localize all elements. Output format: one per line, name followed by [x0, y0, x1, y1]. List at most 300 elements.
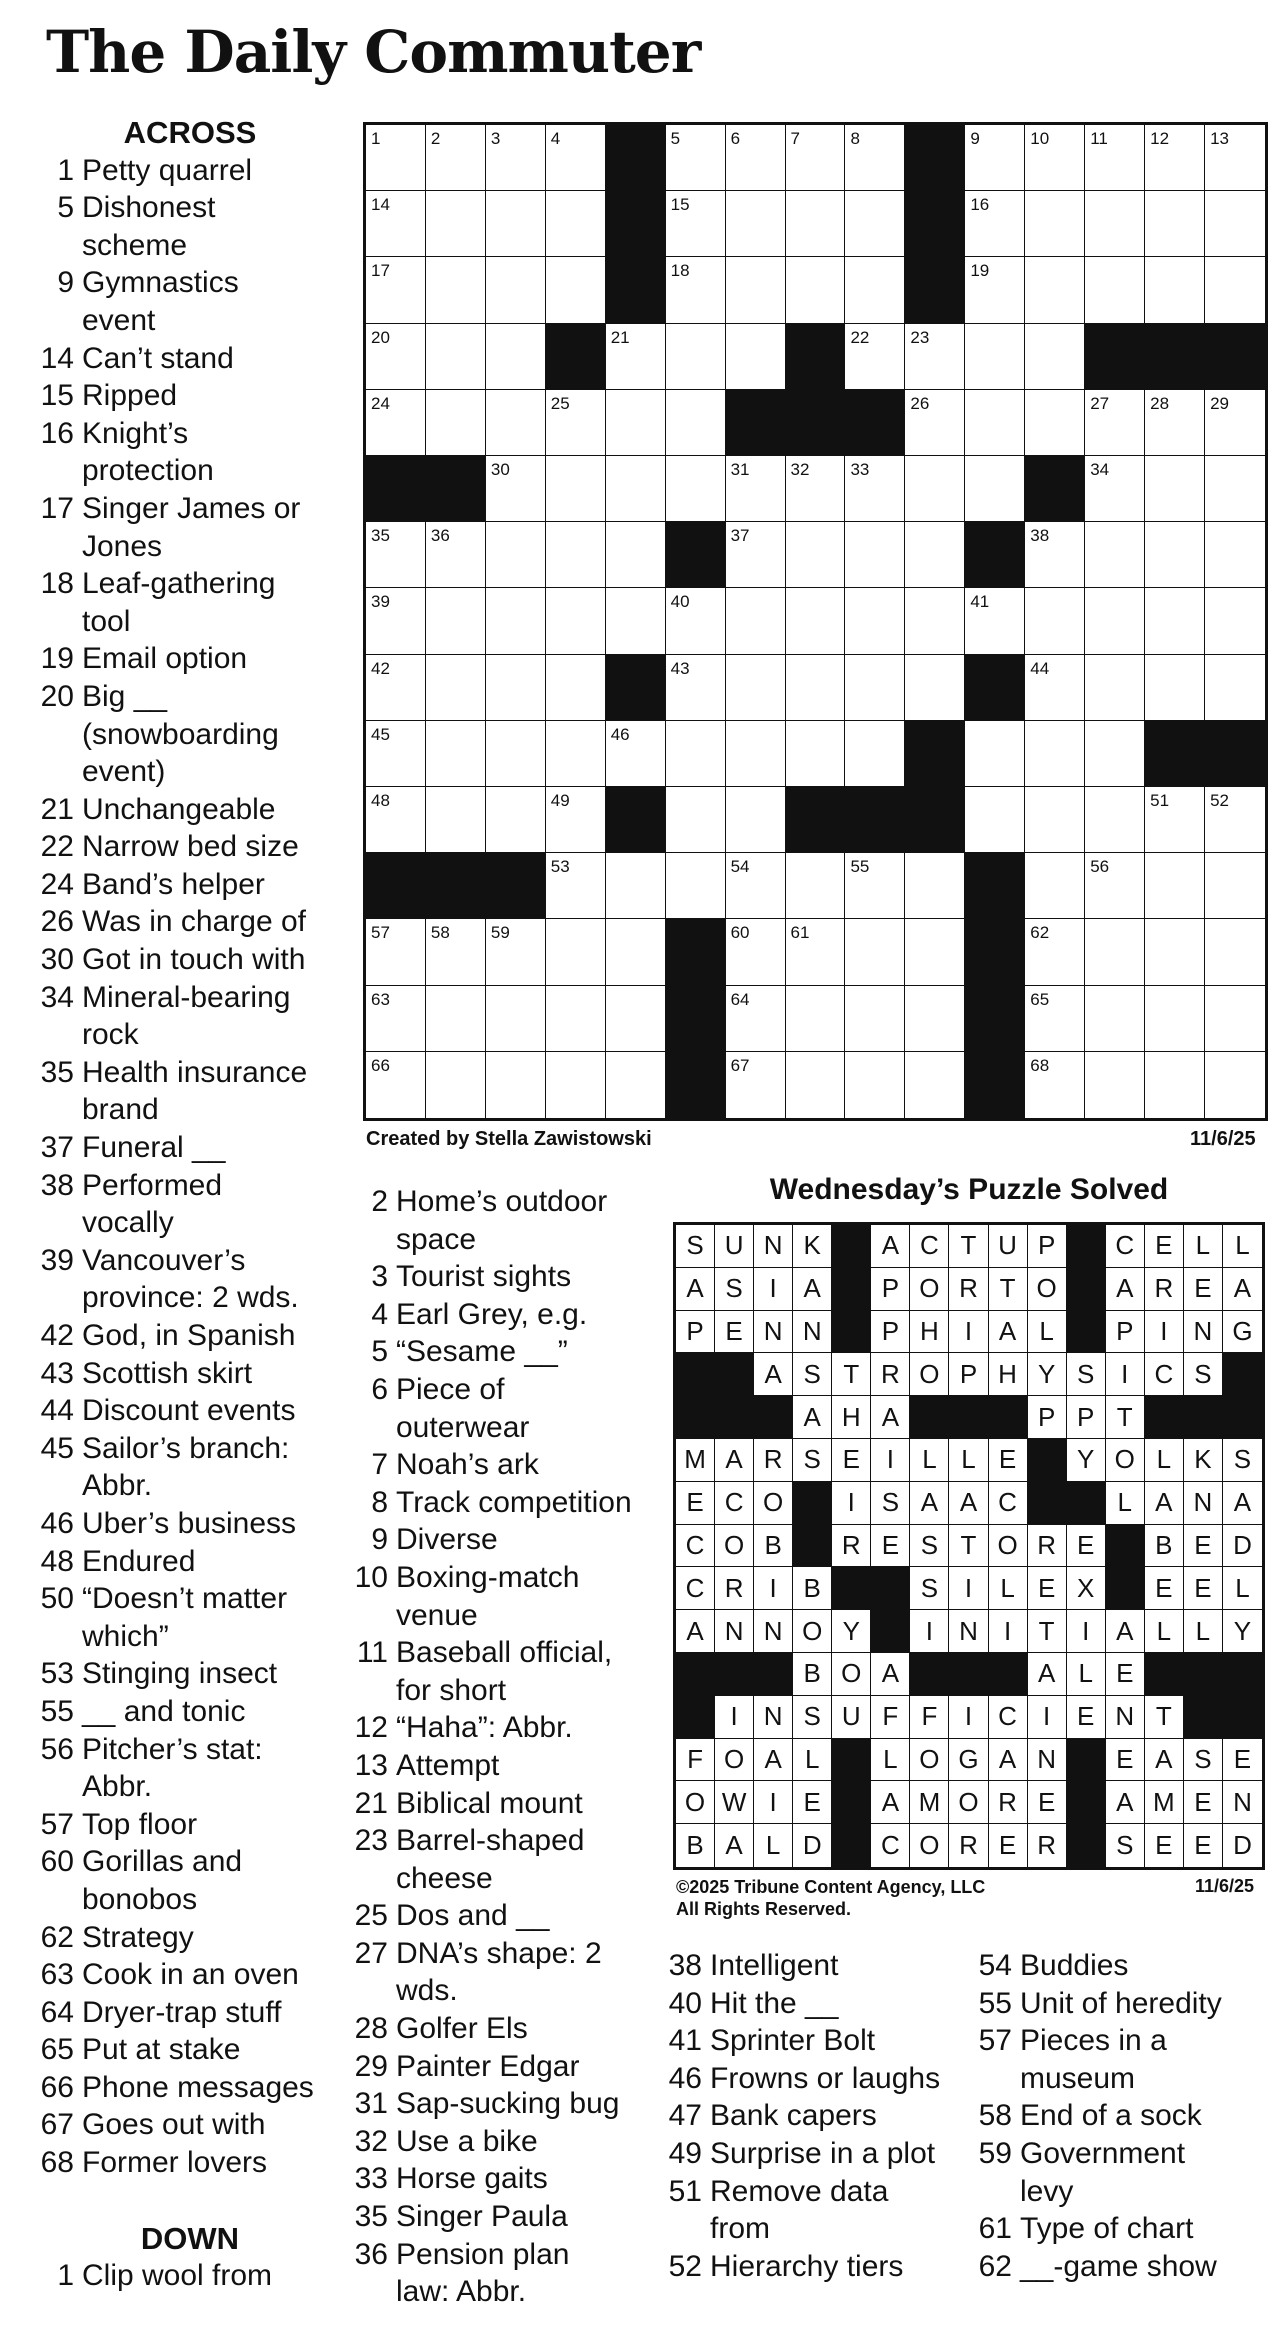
- grid-cell[interactable]: [486, 390, 546, 456]
- grid-cell[interactable]: [786, 588, 846, 654]
- solution-letter: E: [1106, 1653, 1145, 1696]
- grid-cell[interactable]: [546, 522, 606, 588]
- grid-cell[interactable]: [726, 1052, 786, 1118]
- solution-letter: R: [949, 1824, 988, 1867]
- grid-cell[interactable]: [606, 324, 666, 390]
- grid-cell[interactable]: [1085, 919, 1145, 985]
- grid-cell[interactable]: [905, 456, 965, 522]
- cell-number: 21: [610, 327, 630, 347]
- grid-cell[interactable]: [786, 986, 846, 1052]
- grid-cell[interactable]: [1085, 655, 1145, 721]
- grid-cell[interactable]: [1205, 257, 1265, 323]
- grid-cell[interactable]: [1085, 257, 1145, 323]
- clue-number: 57: [40, 1807, 74, 1841]
- grid-cell[interactable]: [426, 588, 486, 654]
- clue-number: 28: [354, 2012, 388, 2046]
- clue-line: [354, 1747, 654, 1785]
- clue-number: 57: [978, 2024, 1012, 2058]
- grid-cell[interactable]: [845, 1052, 905, 1118]
- grid-cell[interactable]: [486, 787, 546, 853]
- grid-cell[interactable]: [366, 787, 426, 853]
- solution-letter: R: [1028, 1824, 1067, 1867]
- clue-line: [668, 1947, 968, 1985]
- grid-cell[interactable]: [606, 522, 666, 588]
- solution-letter: B: [754, 1525, 793, 1568]
- grid-cell[interactable]: [1205, 191, 1265, 257]
- solution-letter: E: [1145, 1567, 1184, 1610]
- grid-cell[interactable]: [726, 456, 786, 522]
- grid-cell[interactable]: [726, 721, 786, 787]
- clue-line: [40, 1655, 340, 1693]
- solution-letter: Y: [1028, 1353, 1067, 1396]
- grid-cell[interactable]: [426, 191, 486, 257]
- clue-text: Endured: [82, 1544, 196, 1578]
- grid-cell[interactable]: [845, 125, 905, 191]
- clue-text: Type of chart: [1020, 2212, 1194, 2246]
- clue-number: 23: [354, 1824, 388, 1858]
- grid-cell[interactable]: [486, 986, 546, 1052]
- clue-line: [40, 1731, 340, 1769]
- grid-cell[interactable]: [1205, 853, 1265, 919]
- solution-letter: O: [715, 1525, 754, 1568]
- clue-line: [978, 2097, 1268, 2135]
- clue-text: Stinging insect: [82, 1657, 278, 1691]
- grid-cell[interactable]: [726, 986, 786, 1052]
- solution-letter: I: [832, 1482, 871, 1525]
- cell-number: 60: [730, 923, 750, 943]
- grid-cell[interactable]: [1025, 919, 1085, 985]
- clue-line: [40, 866, 340, 904]
- clue-line: [40, 377, 340, 415]
- grid-cell[interactable]: [905, 522, 965, 588]
- solution-block: [1106, 1525, 1145, 1568]
- grid-cell[interactable]: [1025, 257, 1085, 323]
- grid-cell[interactable]: [1145, 257, 1205, 323]
- grid-cell[interactable]: [666, 257, 726, 323]
- grid-cell[interactable]: [1025, 390, 1085, 456]
- grid-cell[interactable]: [546, 125, 606, 191]
- grid-cell[interactable]: [546, 588, 606, 654]
- grid-cell[interactable]: [486, 324, 546, 390]
- grid-cell[interactable]: [666, 655, 726, 721]
- grid-cell[interactable]: [786, 853, 846, 919]
- solution-letter: L: [1028, 1311, 1067, 1354]
- clue-number: 55: [40, 1694, 74, 1728]
- grid-cell[interactable]: [905, 919, 965, 985]
- cell-number: 43: [670, 658, 690, 678]
- solution-letter: E: [1223, 1739, 1262, 1782]
- grid-cell[interactable]: [726, 588, 786, 654]
- grid-cell[interactable]: [486, 522, 546, 588]
- grid-cell[interactable]: [366, 257, 426, 323]
- grid-cell[interactable]: [726, 522, 786, 588]
- cell-number: 37: [730, 526, 750, 546]
- grid-cell[interactable]: [1025, 1052, 1085, 1118]
- grid-block: [486, 853, 546, 919]
- solution-letter: S: [910, 1567, 949, 1610]
- grid-cell[interactable]: [1205, 390, 1265, 456]
- grid-cell[interactable]: [426, 1052, 486, 1118]
- grid-cell[interactable]: [786, 655, 846, 721]
- grid-cell[interactable]: [1205, 787, 1265, 853]
- grid-cell[interactable]: [845, 257, 905, 323]
- grid-cell[interactable]: [726, 919, 786, 985]
- cell-number: 62: [1030, 923, 1050, 943]
- clue-number: 43: [40, 1356, 74, 1390]
- clue-text: Bank capers: [710, 2099, 877, 2133]
- grid-cell[interactable]: [845, 919, 905, 985]
- clue-text: Knight’s: [82, 416, 189, 450]
- clue-text: Unchangeable: [82, 792, 276, 826]
- grid-cell[interactable]: [366, 655, 426, 721]
- grid-cell[interactable]: [786, 191, 846, 257]
- grid-cell[interactable]: [366, 390, 426, 456]
- grid-cell[interactable]: [486, 191, 546, 257]
- grid-cell[interactable]: [426, 522, 486, 588]
- clue-line: [978, 2060, 1268, 2098]
- grid-cell[interactable]: [606, 986, 666, 1052]
- grid-cell[interactable]: [606, 588, 666, 654]
- solution-letter: B: [793, 1567, 832, 1610]
- grid-cell[interactable]: [426, 919, 486, 985]
- grid-cell[interactable]: [1085, 390, 1145, 456]
- clue-text: Use a bike: [396, 2124, 538, 2158]
- grid-block: [1085, 324, 1145, 390]
- grid-cell[interactable]: [1205, 456, 1265, 522]
- grid-cell[interactable]: [726, 787, 786, 853]
- grid-cell[interactable]: [1085, 588, 1145, 654]
- grid-cell[interactable]: [1205, 588, 1265, 654]
- clue-line: [354, 1221, 654, 1259]
- grid-cell[interactable]: [366, 324, 426, 390]
- grid-cell[interactable]: [965, 324, 1025, 390]
- grid-cell[interactable]: [546, 390, 606, 456]
- grid-cell[interactable]: [1025, 853, 1085, 919]
- solution-block: [1067, 1482, 1106, 1525]
- grid-cell[interactable]: [726, 257, 786, 323]
- grid-cell[interactable]: [845, 456, 905, 522]
- grid-cell[interactable]: [1145, 191, 1205, 257]
- grid-cell[interactable]: [666, 588, 726, 654]
- clue-line: [354, 1333, 654, 1371]
- grid-cell[interactable]: [1205, 655, 1265, 721]
- grid-cell[interactable]: [486, 588, 546, 654]
- grid-cell[interactable]: [1025, 191, 1085, 257]
- crossword-grid[interactable]: [363, 122, 1268, 1121]
- solution-letter: C: [1106, 1225, 1145, 1268]
- cell-number: 35: [371, 526, 390, 546]
- grid-cell[interactable]: [546, 853, 606, 919]
- solution-letter: O: [715, 1739, 754, 1782]
- clue-line: [978, 2210, 1268, 2248]
- clue-number: 35: [40, 1055, 74, 1089]
- solution-date: 11/6/25: [1195, 1876, 1255, 1896]
- clue-line: [40, 1167, 340, 1205]
- clue-line: [354, 1446, 654, 1484]
- grid-cell[interactable]: [426, 721, 486, 787]
- across-clue-list: [40, 152, 340, 2182]
- solution-block: [1184, 1696, 1223, 1739]
- clue-text: Singer Paula: [396, 2200, 568, 2234]
- solution-letter: U: [832, 1696, 871, 1739]
- grid-cell[interactable]: [486, 257, 546, 323]
- grid-cell[interactable]: [1145, 919, 1205, 985]
- grid-cell[interactable]: [426, 324, 486, 390]
- grid-cell[interactable]: [666, 324, 726, 390]
- grid-cell[interactable]: [546, 721, 606, 787]
- solution-letter: O: [910, 1268, 949, 1311]
- grid-cell[interactable]: [606, 456, 666, 522]
- grid-cell[interactable]: [965, 787, 1025, 853]
- solution-block: [715, 1396, 754, 1439]
- grid-cell[interactable]: [786, 257, 846, 323]
- cell-number: 32: [790, 460, 810, 479]
- clue-line: [40, 452, 340, 490]
- clue-text: Barrel-shaped: [396, 1824, 585, 1858]
- clue-number: 25: [354, 1899, 388, 1933]
- grid-cell[interactable]: [666, 787, 726, 853]
- grid-cell[interactable]: [1205, 1052, 1265, 1118]
- grid-cell[interactable]: [1025, 522, 1085, 588]
- clue-number: 6: [371, 1372, 388, 1406]
- grid-cell[interactable]: [1085, 522, 1145, 588]
- clue-line: [40, 340, 340, 378]
- grid-cell[interactable]: [546, 1052, 606, 1118]
- grid-cell[interactable]: [786, 721, 846, 787]
- grid-cell[interactable]: [1025, 655, 1085, 721]
- grid-cell[interactable]: [546, 787, 606, 853]
- grid-cell[interactable]: [426, 257, 486, 323]
- grid-cell[interactable]: [905, 986, 965, 1052]
- grid-cell[interactable]: [486, 919, 546, 985]
- grid-cell[interactable]: [845, 324, 905, 390]
- grid-cell[interactable]: [726, 125, 786, 191]
- grid-cell[interactable]: [666, 721, 726, 787]
- clue-number: 56: [40, 1732, 74, 1766]
- grid-cell[interactable]: [1025, 986, 1085, 1052]
- grid-cell[interactable]: [486, 1052, 546, 1118]
- solution-letter: N: [1106, 1696, 1145, 1739]
- cell-number: 28: [1150, 393, 1170, 413]
- clue-line: [668, 2135, 968, 2173]
- grid-cell[interactable]: [905, 588, 965, 654]
- grid-cell[interactable]: [1085, 853, 1145, 919]
- grid-cell[interactable]: [486, 456, 546, 522]
- grid-cell[interactable]: [726, 655, 786, 721]
- solution-letter: I: [754, 1567, 793, 1610]
- solution-letter: G: [949, 1739, 988, 1782]
- clue-number: 15: [40, 379, 74, 413]
- grid-cell[interactable]: [426, 787, 486, 853]
- grid-cell[interactable]: [1025, 787, 1085, 853]
- grid-cell[interactable]: [366, 588, 426, 654]
- cell-number: 68: [1030, 1055, 1050, 1075]
- grid-cell[interactable]: [606, 1052, 666, 1118]
- grid-cell[interactable]: [1085, 191, 1145, 257]
- grid-cell[interactable]: [1085, 1052, 1145, 1118]
- grid-cell[interactable]: [905, 324, 965, 390]
- clue-line: [40, 1881, 340, 1919]
- solution-letter: S: [1184, 1739, 1223, 1782]
- grid-cell[interactable]: [546, 257, 606, 323]
- grid-cell[interactable]: [366, 986, 426, 1052]
- grid-cell[interactable]: [905, 655, 965, 721]
- grid-cell[interactable]: [1145, 853, 1205, 919]
- grid-cell[interactable]: [666, 456, 726, 522]
- grid-cell[interactable]: [845, 588, 905, 654]
- grid-cell[interactable]: [426, 390, 486, 456]
- grid-cell[interactable]: [726, 324, 786, 390]
- grid-cell[interactable]: [726, 191, 786, 257]
- grid-cell[interactable]: [366, 191, 426, 257]
- grid-cell[interactable]: [1145, 125, 1205, 191]
- cell-number: 20: [371, 327, 390, 347]
- grid-cell[interactable]: [845, 522, 905, 588]
- grid-cell[interactable]: [965, 456, 1025, 522]
- cell-number: 30: [490, 460, 510, 479]
- grid-cell[interactable]: [1205, 125, 1265, 191]
- solution-block: [754, 1653, 793, 1696]
- grid-cell[interactable]: [965, 390, 1025, 456]
- grid-cell[interactable]: [845, 986, 905, 1052]
- grid-cell[interactable]: [606, 919, 666, 985]
- clue-line: [40, 640, 340, 678]
- grid-cell[interactable]: [965, 125, 1025, 191]
- solution-letter: A: [676, 1610, 715, 1653]
- grid-cell[interactable]: [1145, 1052, 1205, 1118]
- solution-letter: S: [1223, 1439, 1262, 1482]
- solution-letter: T: [832, 1353, 871, 1396]
- cell-number: 19: [970, 261, 990, 281]
- clue-number: 50: [40, 1582, 74, 1616]
- grid-cell[interactable]: [1025, 125, 1085, 191]
- grid-cell[interactable]: [546, 191, 606, 257]
- solution-letter: I: [1106, 1353, 1145, 1396]
- grid-cell[interactable]: [845, 721, 905, 787]
- grid-cell[interactable]: [786, 1052, 846, 1118]
- clue-number: 67: [40, 2108, 74, 2142]
- clue-line: [40, 2106, 340, 2144]
- grid-cell[interactable]: [606, 390, 666, 456]
- grid-block: [1205, 721, 1265, 787]
- grid-cell[interactable]: [726, 853, 786, 919]
- grid-cell[interactable]: [366, 721, 426, 787]
- clue-number: 52: [668, 2249, 702, 2283]
- grid-cell[interactable]: [546, 456, 606, 522]
- clue-line: [40, 2144, 340, 2182]
- grid-cell[interactable]: [1085, 125, 1145, 191]
- clue-line: [354, 1409, 654, 1447]
- clue-line: [40, 1392, 340, 1430]
- clue-text: Intelligent: [710, 1949, 839, 1982]
- grid-cell[interactable]: [426, 125, 486, 191]
- clue-text: Former lovers: [82, 2146, 268, 2180]
- grid-cell[interactable]: [845, 191, 905, 257]
- grid-cell[interactable]: [546, 986, 606, 1052]
- grid-cell[interactable]: [1085, 787, 1145, 853]
- grid-cell[interactable]: [965, 191, 1025, 257]
- grid-cell[interactable]: [486, 125, 546, 191]
- across-clues-column: [40, 114, 340, 2295]
- grid-cell[interactable]: [965, 257, 1025, 323]
- clue-text: Got in touch with: [82, 943, 306, 977]
- grid-cell[interactable]: [905, 853, 965, 919]
- grid-cell[interactable]: [1205, 919, 1265, 985]
- grid-cell[interactable]: [1145, 456, 1205, 522]
- clue-down-1: [40, 2257, 340, 2295]
- down-header: DOWN: [140, 2220, 240, 2256]
- grid-cell[interactable]: [1145, 522, 1205, 588]
- grid-cell[interactable]: [666, 191, 726, 257]
- grid-cell[interactable]: [1145, 588, 1205, 654]
- solution-letter: A: [949, 1482, 988, 1525]
- grid-cell[interactable]: [965, 588, 1025, 654]
- grid-cell[interactable]: [786, 456, 846, 522]
- grid-cell[interactable]: [786, 522, 846, 588]
- clue-line: [40, 2031, 340, 2069]
- clue-text: Remove data: [710, 2174, 889, 2208]
- solution-letter: R: [754, 1439, 793, 1482]
- grid-cell[interactable]: [666, 390, 726, 456]
- clue-text: scheme: [82, 228, 188, 262]
- grid-cell[interactable]: [666, 853, 726, 919]
- grid-cell[interactable]: [666, 125, 726, 191]
- solution-letter: A: [1223, 1482, 1262, 1525]
- grid-cell[interactable]: [546, 655, 606, 721]
- grid-cell[interactable]: [366, 919, 426, 985]
- clue-text: Ripped: [82, 379, 178, 413]
- grid-cell[interactable]: [366, 522, 426, 588]
- grid-cell[interactable]: [1085, 986, 1145, 1052]
- grid-cell[interactable]: [546, 919, 606, 985]
- grid-cell[interactable]: [1205, 986, 1265, 1052]
- grid-cell[interactable]: [1205, 522, 1265, 588]
- grid-cell[interactable]: [845, 655, 905, 721]
- solution-letter: K: [1184, 1439, 1223, 1482]
- grid-cell[interactable]: [1145, 390, 1205, 456]
- grid-cell[interactable]: [1085, 456, 1145, 522]
- grid-cell[interactable]: [366, 1052, 426, 1118]
- grid-cell[interactable]: [845, 853, 905, 919]
- grid-cell[interactable]: [965, 721, 1025, 787]
- grid-cell[interactable]: [905, 1052, 965, 1118]
- grid-cell[interactable]: [1025, 588, 1085, 654]
- solution-letter: E: [871, 1525, 910, 1568]
- grid-cell[interactable]: [905, 390, 965, 456]
- grid-cell[interactable]: [1025, 324, 1085, 390]
- solution-block: [676, 1353, 715, 1396]
- grid-cell[interactable]: [486, 721, 546, 787]
- grid-cell[interactable]: [366, 125, 426, 191]
- grid-cell[interactable]: [426, 655, 486, 721]
- grid-cell[interactable]: [1025, 721, 1085, 787]
- grid-cell[interactable]: [486, 655, 546, 721]
- grid-cell[interactable]: [1145, 655, 1205, 721]
- solution-letter: O: [910, 1739, 949, 1782]
- solution-letter: A: [989, 1311, 1028, 1354]
- grid-cell[interactable]: [606, 721, 666, 787]
- grid-cell[interactable]: [1145, 787, 1205, 853]
- grid-cell[interactable]: [1085, 721, 1145, 787]
- grid-cell[interactable]: [606, 853, 666, 919]
- grid-cell[interactable]: [1145, 986, 1205, 1052]
- clue-line: [40, 1618, 340, 1656]
- grid-cell[interactable]: [786, 125, 846, 191]
- grid-cell[interactable]: [426, 986, 486, 1052]
- clue-text: Discount events: [82, 1394, 296, 1428]
- solution-block: [989, 1653, 1028, 1696]
- grid-cell[interactable]: [786, 919, 846, 985]
